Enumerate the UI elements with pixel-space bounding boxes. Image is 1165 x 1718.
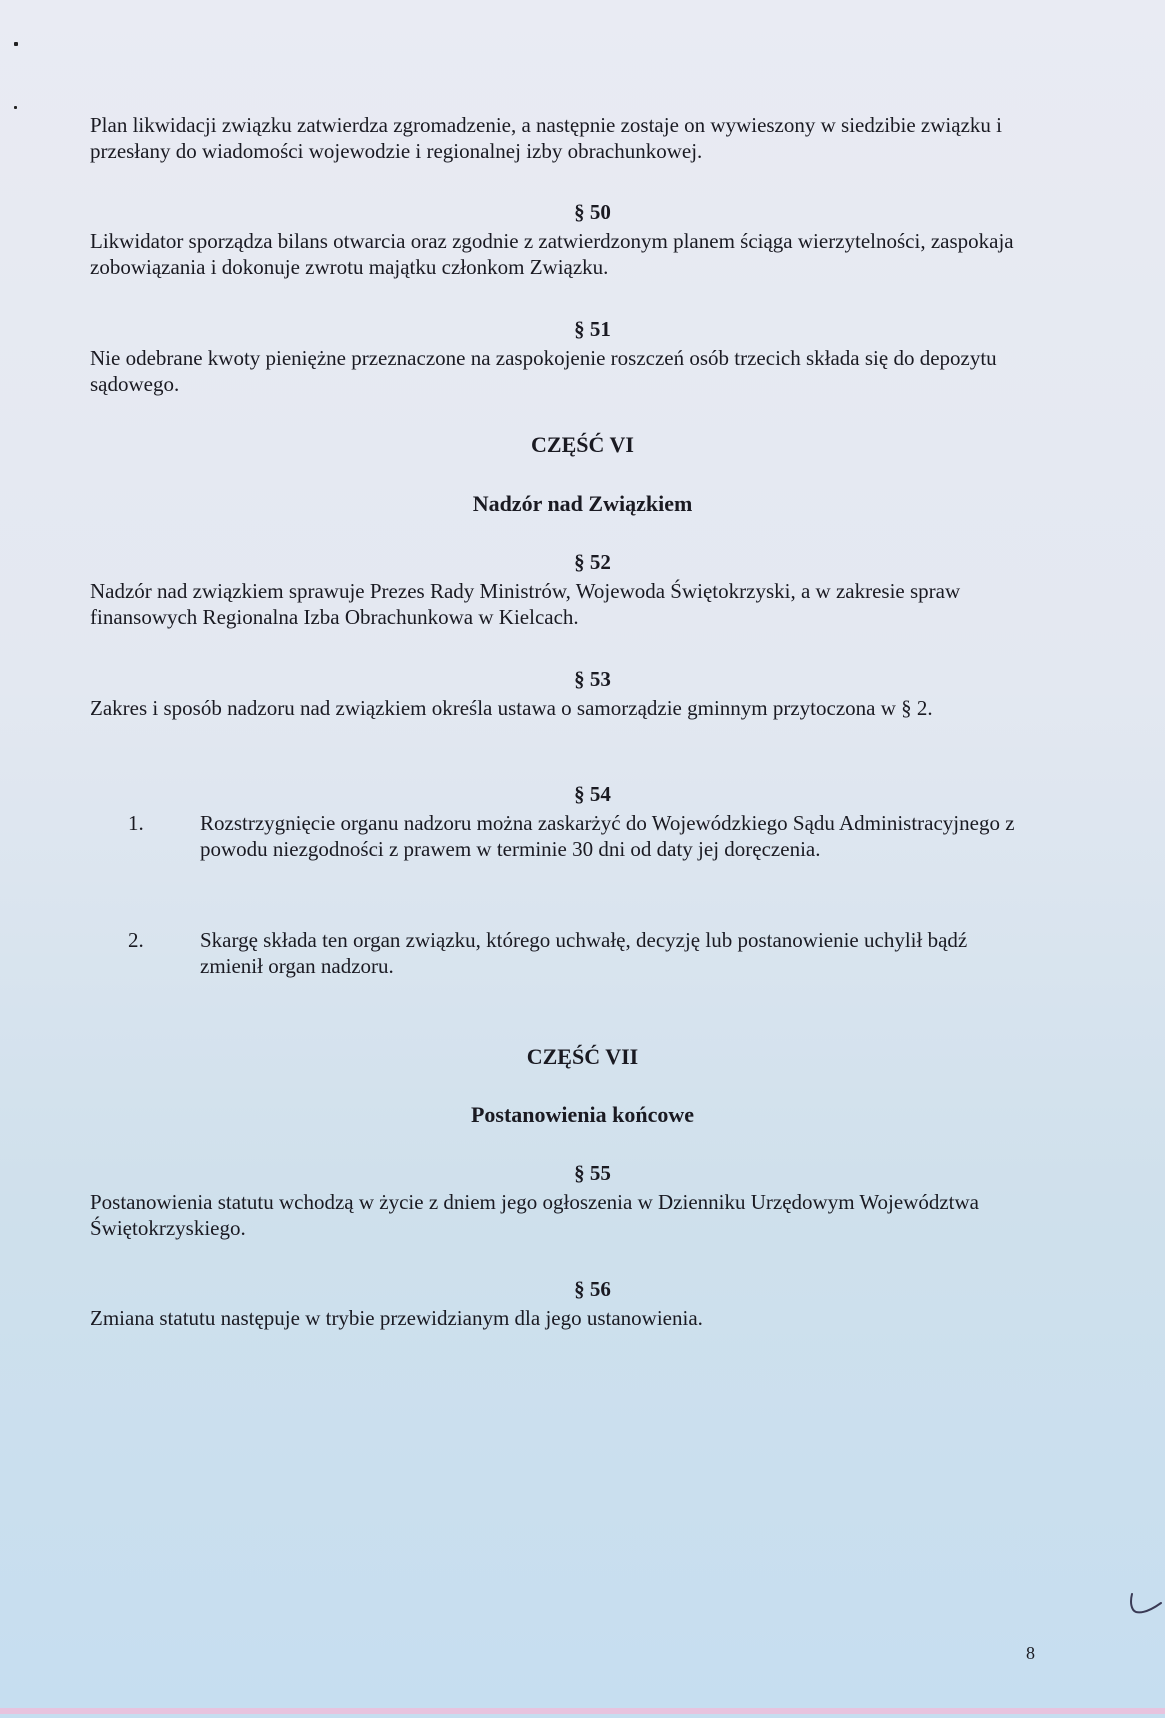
paragraph-52: Nadzór nad związkiem sprawuje Prezes Rady Ministrów, Wojewoda Świętokrzyski, a w zakresie spraw finansowych Regionalna Izba Obrachunkowa w Kielcach. bbox=[90, 579, 961, 629]
list-item-number: 2. bbox=[128, 928, 144, 952]
section-54-heading: § 54 bbox=[574, 782, 611, 806]
paragraph-intro: Plan likwidacji związku zatwierdza zgromadzenie, a następnie zostaje on wywieszony w siedzibie związku i przesłany do wiadomości wojewodzie i regionalnej izby obrachunkowej. bbox=[90, 113, 1002, 163]
paragraph-50: Likwidator sporządza bilans otwarcia oraz zgodnie z zatwierdzonym planem ściąga wierzytelności, zaspokaja zobowiązania i dokonuje zwrotu majątku członkom Związku. bbox=[90, 229, 1014, 279]
page-number: 8 bbox=[1026, 1643, 1035, 1663]
section-50-heading: § 50 bbox=[574, 200, 611, 224]
paragraph-56: Zmiana statutu następuje w trybie przewidzianym dla jego ustanowienia. bbox=[90, 1306, 703, 1330]
part-6-heading: CZĘŚĆ VI bbox=[531, 432, 634, 457]
part-6-title: Nadzór nad Związkiem bbox=[472, 491, 693, 516]
list-item-text: Rozstrzygnięcie organu nadzoru można zaskarżyć do Wojewódzkiego Sądu Administracyjnego z powodu niezgodności z prawem w terminie 30 dni od daty jej doręczenia. bbox=[200, 811, 1015, 861]
scan-speck bbox=[14, 106, 17, 109]
part-7-heading: CZĘŚĆ VII bbox=[526, 1044, 639, 1069]
paragraph-53: Zakres i sposób nadzoru nad związkiem określa ustawa o samorządzie gminnym przytoczona w § 2. bbox=[90, 696, 933, 720]
list-item-text: Skargę składa ten organ związku, którego uchwałę, decyzję lub postanowienie uchylił bądź zmienił organ nadzoru. bbox=[200, 928, 968, 978]
paragraph-55: Postanowienia statutu wchodzą w życie z dniem jego ogłoszenia w Dzienniku Urzędowym Województwa Świętokrzyskiego. bbox=[90, 1190, 980, 1240]
list-item-number: 1. bbox=[128, 811, 144, 835]
part-7-title: Postanowienia końcowe bbox=[470, 1102, 695, 1127]
section-51-heading: § 51 bbox=[574, 317, 611, 341]
paragraph-51: Nie odebrane kwoty pieniężne przeznaczone na zaspokojenie roszczeń osób trzecich składa się do depozytu sądowego. bbox=[90, 346, 997, 396]
section-53-heading: § 53 bbox=[574, 667, 611, 691]
section-55-heading: § 55 bbox=[574, 1161, 611, 1185]
scan-speck bbox=[14, 42, 18, 46]
section-52-heading: § 52 bbox=[574, 550, 611, 574]
section-56-heading: § 56 bbox=[574, 1277, 611, 1301]
page-bottom-border bbox=[0, 1708, 1165, 1714]
handwritten-mark bbox=[1128, 1588, 1164, 1618]
